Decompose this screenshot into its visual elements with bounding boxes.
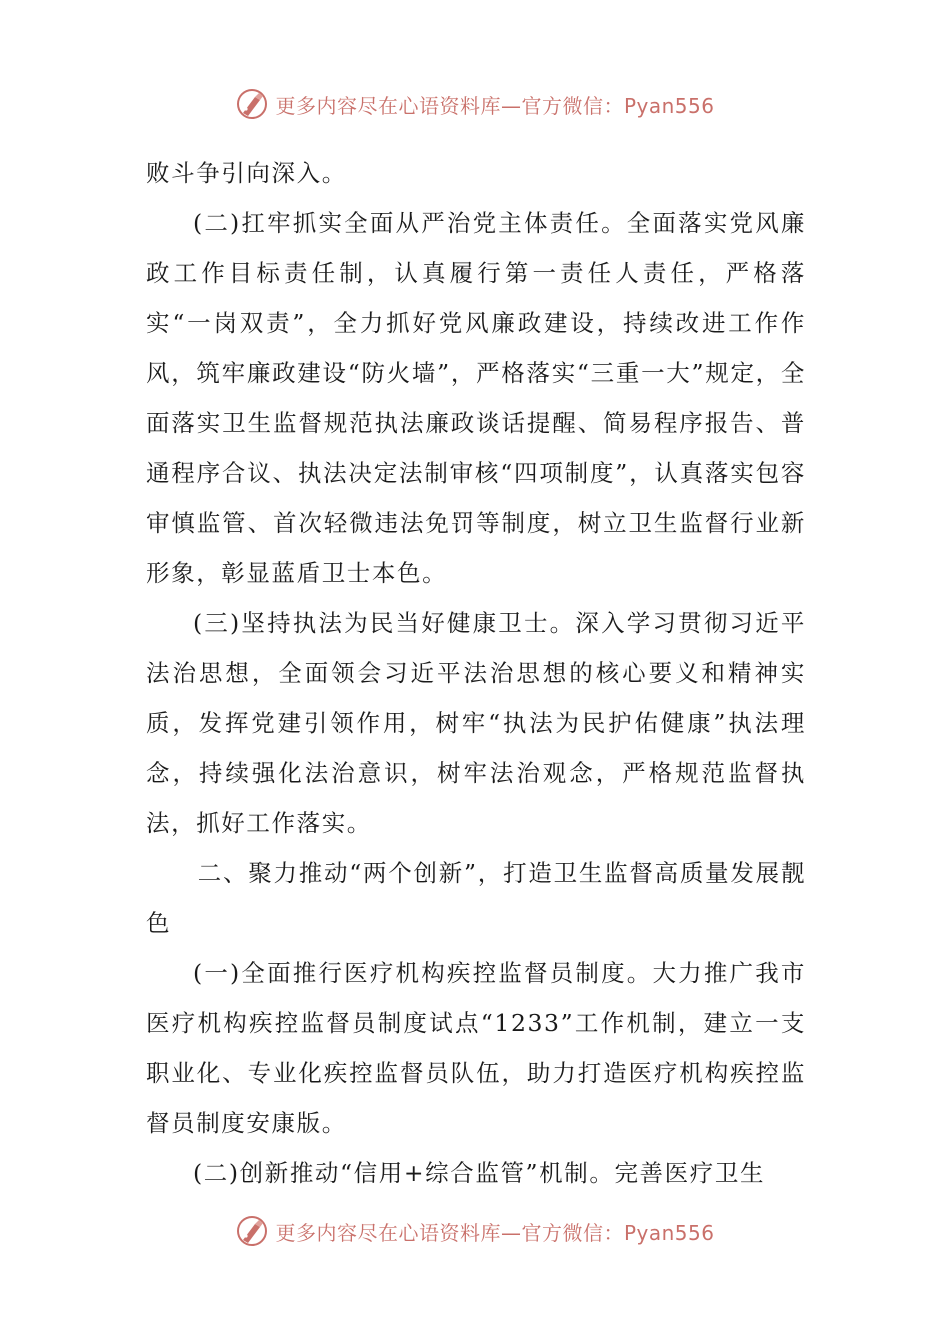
paragraph-continuation: 败斗争引向深入。 <box>146 159 347 187</box>
paragraph-item-3: (三)坚持执法为民当好健康卫士。深入学习贯彻习近平法治思想，全面领会习近平法治思想的核心要义和精神实质，发挥党建引领作用，树牢“执法为民护佑健康”执法理念，持续强化法治意识，树牢法治观念，严格规范监督执法，抓好工作落实。 <box>146 609 806 837</box>
section-heading: 二、聚力推动“两个创新”，打造卫生监督高质量发展靓色 <box>146 859 806 937</box>
watermark-text: 更多内容尽在心语资料库—官方微信：Pyan556 <box>275 1220 715 1245</box>
pen-nib-circle-icon <box>235 87 269 121</box>
watermark-footer <box>0 1211 950 1251</box>
document-body <box>146 148 806 1198</box>
watermark-header <box>0 84 950 124</box>
paragraph-item-1: (一)全面推行医疗机构疾控监督员制度。大力推广我市医疗机构疾控监督员制度试点“1233”工作机制，建立一支职业化、专业化疾控监督员队伍，助力打造医疗机构疾控监督员制度安康版。 <box>146 959 806 1137</box>
paragraph-item-2: (二)扛牢抓实全面从严治党主体责任。全面落实党风廉政工作目标责任制，认真履行第一责任人责任，严格落实“一岗双责”，全力抓好党风廉政建设，持续改进工作作风，筑牢廉政建设“防火墙”，严格落实“三重一大”规定，全面落实卫生监督规范执法廉政谈话提醒、简易程序报告、普通程序合议、执法决定法制审核“四项制度”，认真落实包容审慎监管、首次轻微违法免罚等制度，树立卫生监督行业新形象，彰显蓝盾卫士本色。 <box>146 209 806 587</box>
pen-nib-circle-icon <box>235 1214 269 1248</box>
watermark-text: 更多内容尽在心语资料库—官方微信：Pyan556 <box>275 93 715 118</box>
paragraph-item-2b: (二)创新推动“信用+综合监管”机制。完善医疗卫生 <box>193 1159 766 1187</box>
